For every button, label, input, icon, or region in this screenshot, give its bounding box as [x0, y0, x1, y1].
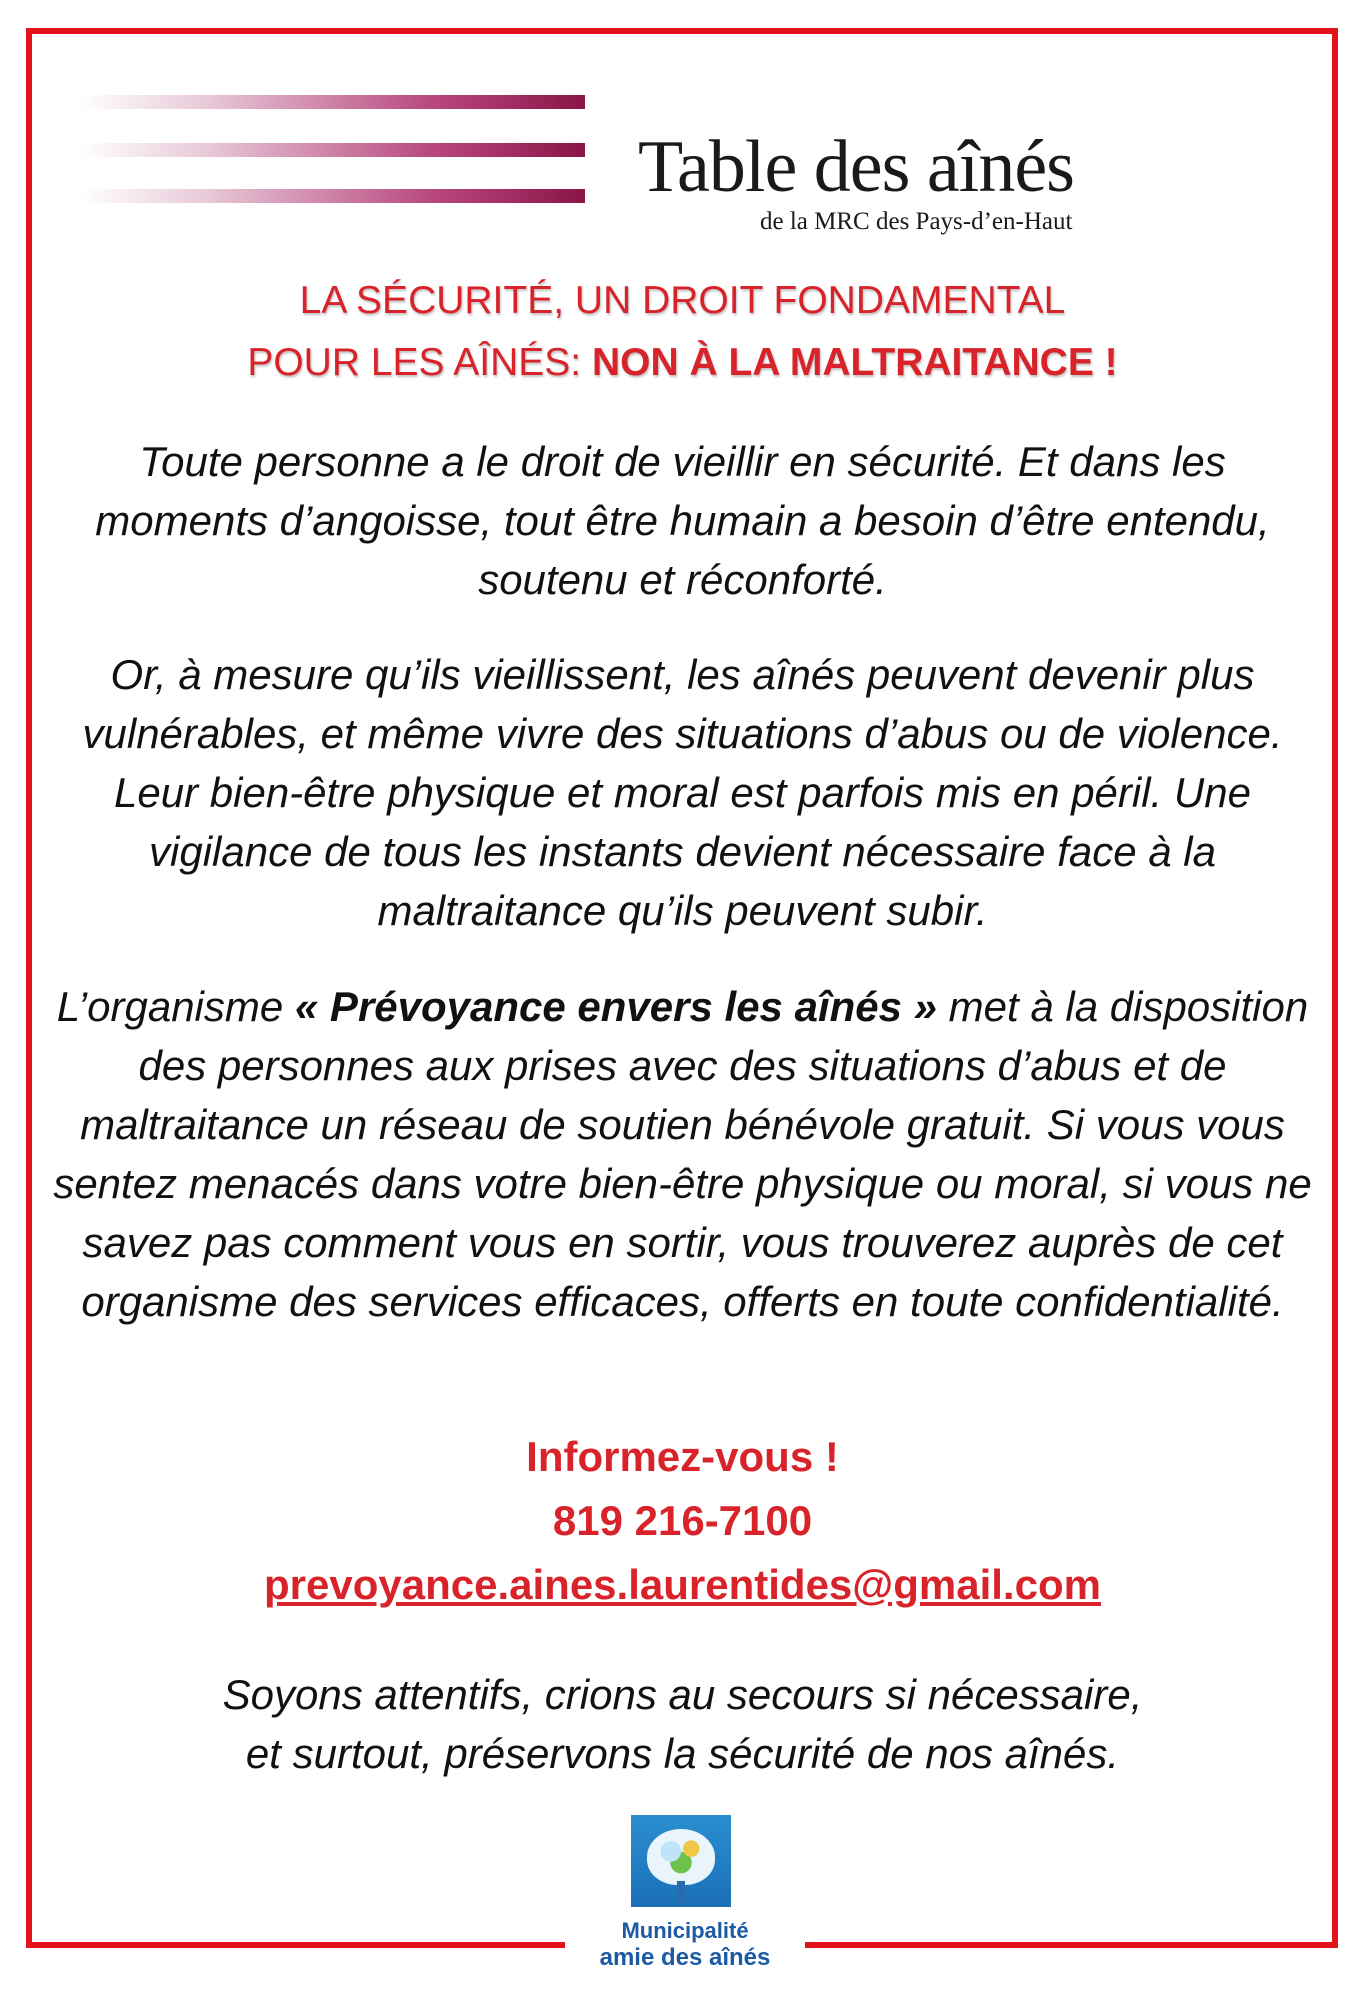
logo-subtitle: de la MRC des Pays-d’en-Haut: [760, 208, 1073, 235]
contact-block: [60, 1425, 1305, 1617]
organization-name: « Prévoyance envers les aînés »: [294, 983, 938, 1030]
logo-stripes: [80, 95, 585, 205]
stripe-1: [80, 95, 585, 109]
stripe-2: [80, 143, 585, 157]
municipalite-amie-des-aines-logo: [565, 1815, 805, 1990]
tree-trunk: [677, 1881, 685, 1903]
paragraph-1: Toute personne a le droit de vieillir en sécurité. Et dans les moments d’angoisse, tout être humain a besoin d’être entendu, soutenu et réconforté.: [95, 438, 1270, 603]
paragraph-2: Or, à mesure qu’ils vieillissent, les aînés peuvent devenir plus vulnérables, et même vivre des situations d’abus ou de violence. Leur bien-être physique et moral est parfois mis en péril. Une vigilance de tous les instants devient nécessaire face à la maltraitance qu’ils peuvent subir.: [82, 651, 1283, 934]
logo-line-2: amie des aînés: [599, 1944, 771, 1971]
paragraph-3-prefix: L’organisme: [56, 983, 295, 1030]
logo-line-1: Municipalité: [621, 1918, 749, 1943]
contact-cta: Informez-vous !: [526, 1433, 839, 1480]
contact-email-link[interactable]: prevoyance.aines.laurentides@gmail.com: [264, 1561, 1101, 1608]
headline: [60, 270, 1305, 394]
headline-line-2-strong: NON À LA MALTRAITANCE !: [591, 341, 1118, 384]
tree-icon: [647, 1829, 715, 1885]
headline-line-2: [60, 332, 1305, 394]
paragraph-3-suffix: met à la disposition des personnes aux prises avec des situations d’abus et de maltraitance un réseau de soutien bénévole gratuit. Si vous vous sentez menacés dans votre bien-être physique ou moral, si vous ne savez pas comment vous en sortir, vous trouverez auprès de cet organisme des services efficaces, offerts en toute confidentialité.: [53, 983, 1312, 1325]
contact-phone[interactable]: 819 216-7100: [552, 1497, 813, 1544]
closing-paragraph: [50, 1665, 1315, 1783]
stripe-3: [80, 189, 585, 203]
paragraph-3: [50, 977, 1315, 1331]
logo-title: Table des aînés: [638, 126, 1074, 208]
closing-line-2: et surtout, préservons la sécurité de nos aînés.: [245, 1730, 1120, 1777]
headline-line-2-prefix: POUR LES AÎNÉS:: [247, 341, 592, 384]
headline-line-1: LA SÉCURITÉ, UN DROIT FONDAMENTAL: [299, 279, 1066, 322]
closing-line-1: Soyons attentifs, crions au secours si nécessaire,: [222, 1671, 1143, 1718]
